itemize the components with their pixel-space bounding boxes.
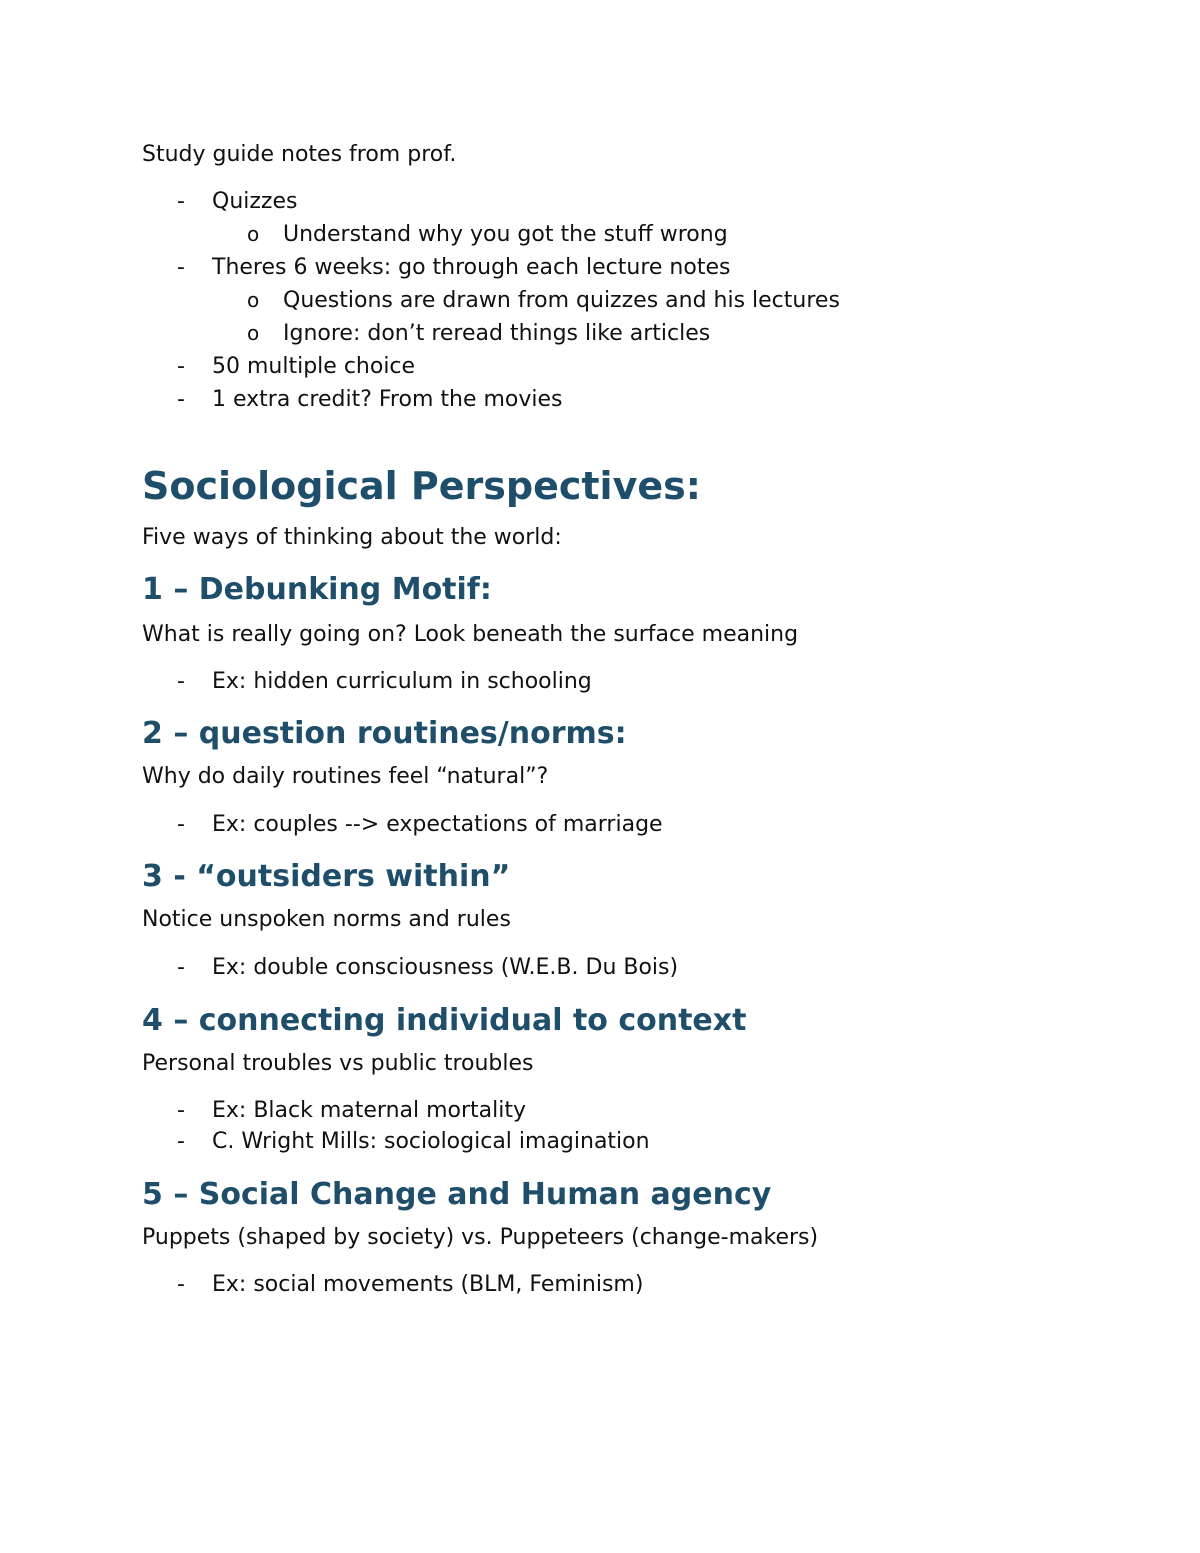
section-bullets: [142, 808, 1102, 841]
section-bullets: [142, 1094, 1102, 1158]
list-item-text: Ex: couples --> expectations of marriage: [212, 812, 663, 837]
study-guide-list: [142, 185, 1102, 416]
section-description: Why do daily routines feel “natural”?: [142, 764, 549, 789]
dash-bullet: -: [177, 1098, 185, 1123]
list-item-text: 50 multiple choice: [212, 354, 416, 379]
list-item-text: Ex: social movements (BLM, Feminism): [212, 1272, 644, 1297]
section-heading: 4 – connecting individual to context: [142, 1003, 747, 1038]
list-item: [142, 951, 1102, 984]
dash-bullet: -: [177, 1272, 185, 1297]
list-item: [142, 1094, 1102, 1127]
dash-bullet: -: [177, 354, 185, 379]
circle-bullet: o: [247, 222, 260, 246]
list-item-text: Ex: hidden curriculum in schooling: [212, 669, 592, 694]
section-bullets: [142, 665, 1102, 698]
sub-list-item: [142, 284, 1102, 317]
main-heading: Sociological Perspectives:: [142, 464, 701, 508]
section-bullets: [142, 1268, 1102, 1301]
sub-list-item-text: Questions are drawn from quizzes and his lectures: [283, 288, 840, 313]
dash-bullet: -: [177, 1129, 185, 1154]
section-heading: 3 - “outsiders within”: [142, 859, 511, 894]
dash-bullet: -: [177, 387, 185, 412]
dash-bullet: -: [177, 955, 185, 980]
dash-bullet: -: [177, 812, 185, 837]
sub-list-item: [142, 218, 1102, 251]
list-item-text: Quizzes: [212, 189, 298, 214]
circle-bullet: o: [247, 288, 260, 312]
section-description: Notice unspoken norms and rules: [142, 907, 511, 932]
list-item: [142, 383, 1102, 416]
sub-list-item: [142, 317, 1102, 350]
dash-bullet: -: [177, 255, 185, 280]
section-description: What is really going on? Look beneath the surface meaning: [142, 622, 799, 647]
section-description: Puppets (shaped by society) vs. Puppeteers (change-makers): [142, 1225, 819, 1250]
list-item-text: C. Wright Mills: sociological imagination: [212, 1129, 650, 1154]
list-item: [142, 808, 1102, 841]
document-page: [142, 138, 1102, 1301]
sub-list-item-text: Ignore: don’t reread things like articles: [283, 321, 711, 346]
section-bullets: [142, 951, 1102, 984]
list-item: [142, 1268, 1102, 1301]
list-item-text: 1 extra credit? From the movies: [212, 387, 563, 412]
main-subtitle: Five ways of thinking about the world:: [142, 525, 562, 550]
dash-bullet: -: [177, 189, 185, 214]
list-item: [142, 1125, 1102, 1158]
list-item-text: Theres 6 weeks: go through each lecture notes: [212, 255, 731, 280]
list-item: [142, 665, 1102, 698]
sub-list-item-text: Understand why you got the stuff wrong: [283, 222, 728, 247]
list-item: [142, 350, 1102, 383]
circle-bullet: o: [247, 321, 260, 345]
dash-bullet: -: [177, 669, 185, 694]
section-heading: 1 – Debunking Motif:: [142, 572, 492, 607]
section-heading: 2 – question routines/norms:: [142, 716, 627, 751]
study-guide-title: Study guide notes from prof.: [142, 142, 457, 167]
list-item-text: Ex: double consciousness (W.E.B. Du Bois): [212, 955, 679, 980]
section-heading: 5 – Social Change and Human agency: [142, 1177, 772, 1212]
list-item: [142, 185, 1102, 218]
list-item: [142, 251, 1102, 284]
section-description: Personal troubles vs public troubles: [142, 1051, 534, 1076]
list-item-text: Ex: Black maternal mortality: [212, 1098, 527, 1123]
